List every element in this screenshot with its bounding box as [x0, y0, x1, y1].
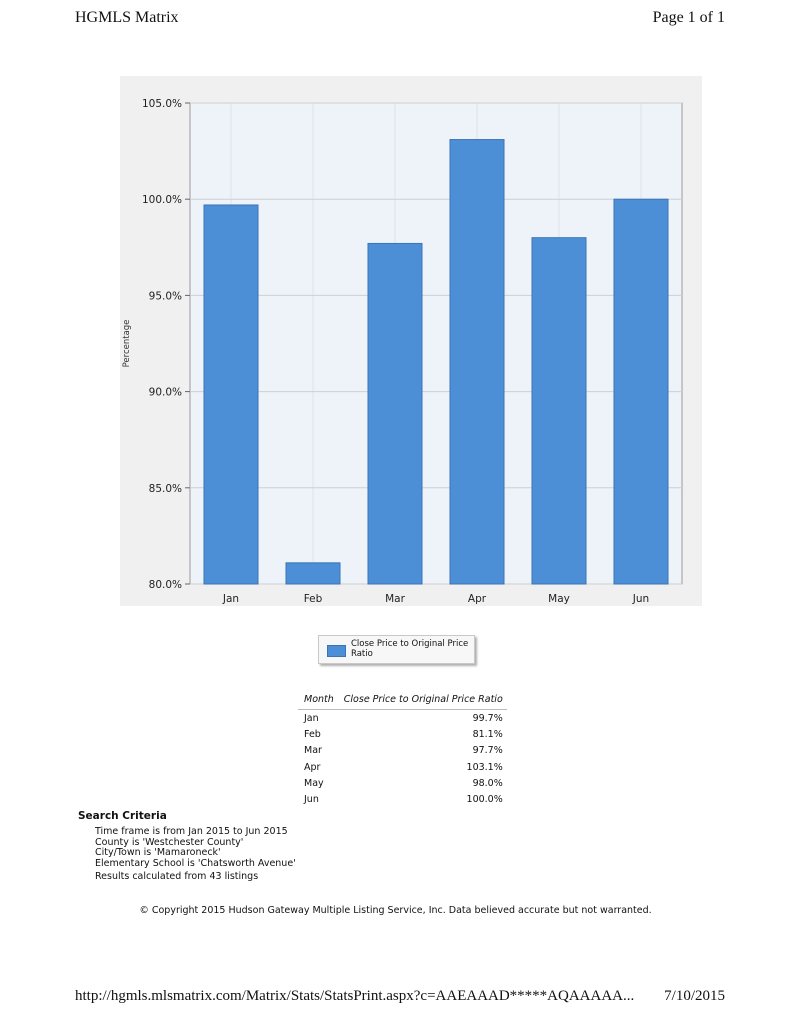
- plot-area: [190, 103, 682, 584]
- ratio-cell: 97.7%: [472, 745, 503, 757]
- legend-swatch: [327, 645, 346, 657]
- month-cell: Feb: [304, 728, 321, 740]
- criteria-results: Results calculated from 43 listings: [95, 871, 259, 882]
- ratio-cell: 100.0%: [466, 794, 503, 806]
- x-tick-label: Jan: [222, 593, 240, 605]
- ratio-cell: 81.1%: [472, 728, 503, 740]
- y-tick-label: 85.0%: [148, 482, 182, 495]
- bar-chart: [120, 76, 702, 606]
- bar-feb: [286, 563, 340, 584]
- legend-label: Close Price to Original Price Ratio: [351, 639, 469, 659]
- x-tick-label: Mar: [385, 593, 405, 605]
- x-tick-label: Feb: [303, 593, 323, 605]
- table-header-row: [298, 690, 507, 710]
- table-row: [298, 726, 507, 742]
- chart-panel: [120, 76, 702, 606]
- ratio-table: [298, 690, 507, 808]
- bar-jun: [614, 199, 668, 584]
- y-tick-label: 100.0%: [141, 194, 182, 207]
- bar-mar: [368, 243, 422, 584]
- x-tick-label: May: [548, 593, 570, 605]
- page-header-title: HGMLS Matrix: [75, 9, 179, 26]
- month-cell: May: [304, 777, 324, 789]
- y-tick-label: 90.0%: [148, 386, 182, 399]
- ratio-cell: 99.7%: [472, 712, 503, 724]
- ratio-cell: 103.1%: [466, 761, 503, 773]
- month-cell: Mar: [304, 745, 322, 757]
- criteria-timeframe: Time frame is from Jan 2015 to Jun 2015: [95, 826, 288, 837]
- month-cell: Jun: [304, 794, 319, 806]
- table-row: [298, 791, 507, 807]
- month-cell: Jan: [304, 712, 319, 724]
- column-header-ratio: Close Price to Original Price Ratio: [338, 690, 507, 710]
- chart-legend: [318, 635, 475, 664]
- bar-may: [532, 238, 586, 584]
- criteria-county: County is 'Westchester County': [95, 836, 244, 848]
- copyright-notice: © Copyright 2015 Hudson Gateway Multiple Listing Service, Inc. Data believed accurate but not warranted.: [139, 905, 652, 916]
- footer-url: http://hgmls.mlsmatrix.com/Matrix/Stats/StatsPrint.aspx?c=AAEAAAD*****AQAAAAA...: [75, 988, 635, 1004]
- bar-jan: [204, 205, 258, 584]
- ratio-cell: 98.0%: [472, 777, 503, 789]
- page-number: Page 1 of 1: [652, 9, 725, 26]
- column-header-month: Month: [298, 690, 338, 710]
- table-row: [298, 775, 507, 791]
- y-tick-label: 95.0%: [148, 290, 182, 303]
- table-row: [298, 743, 507, 759]
- y-axis-label: Percentage: [122, 319, 132, 368]
- criteria-city: City/Town is 'Mamaroneck': [95, 847, 221, 858]
- footer-date: 7/10/2015: [664, 988, 725, 1004]
- search-criteria-title: Search Criteria: [78, 810, 167, 822]
- y-tick-label: 105.0%: [141, 98, 182, 110]
- y-tick-label: 80.0%: [148, 579, 182, 591]
- x-tick-label: Jun: [632, 593, 650, 605]
- x-tick-label: Apr: [467, 593, 487, 605]
- bar-apr: [450, 140, 504, 584]
- table-row: [298, 759, 507, 775]
- month-cell: Apr: [304, 761, 321, 773]
- search-criteria: [78, 810, 296, 883]
- table-row: [298, 710, 507, 727]
- criteria-school: Elementary School is 'Chatsworth Avenue': [95, 857, 296, 869]
